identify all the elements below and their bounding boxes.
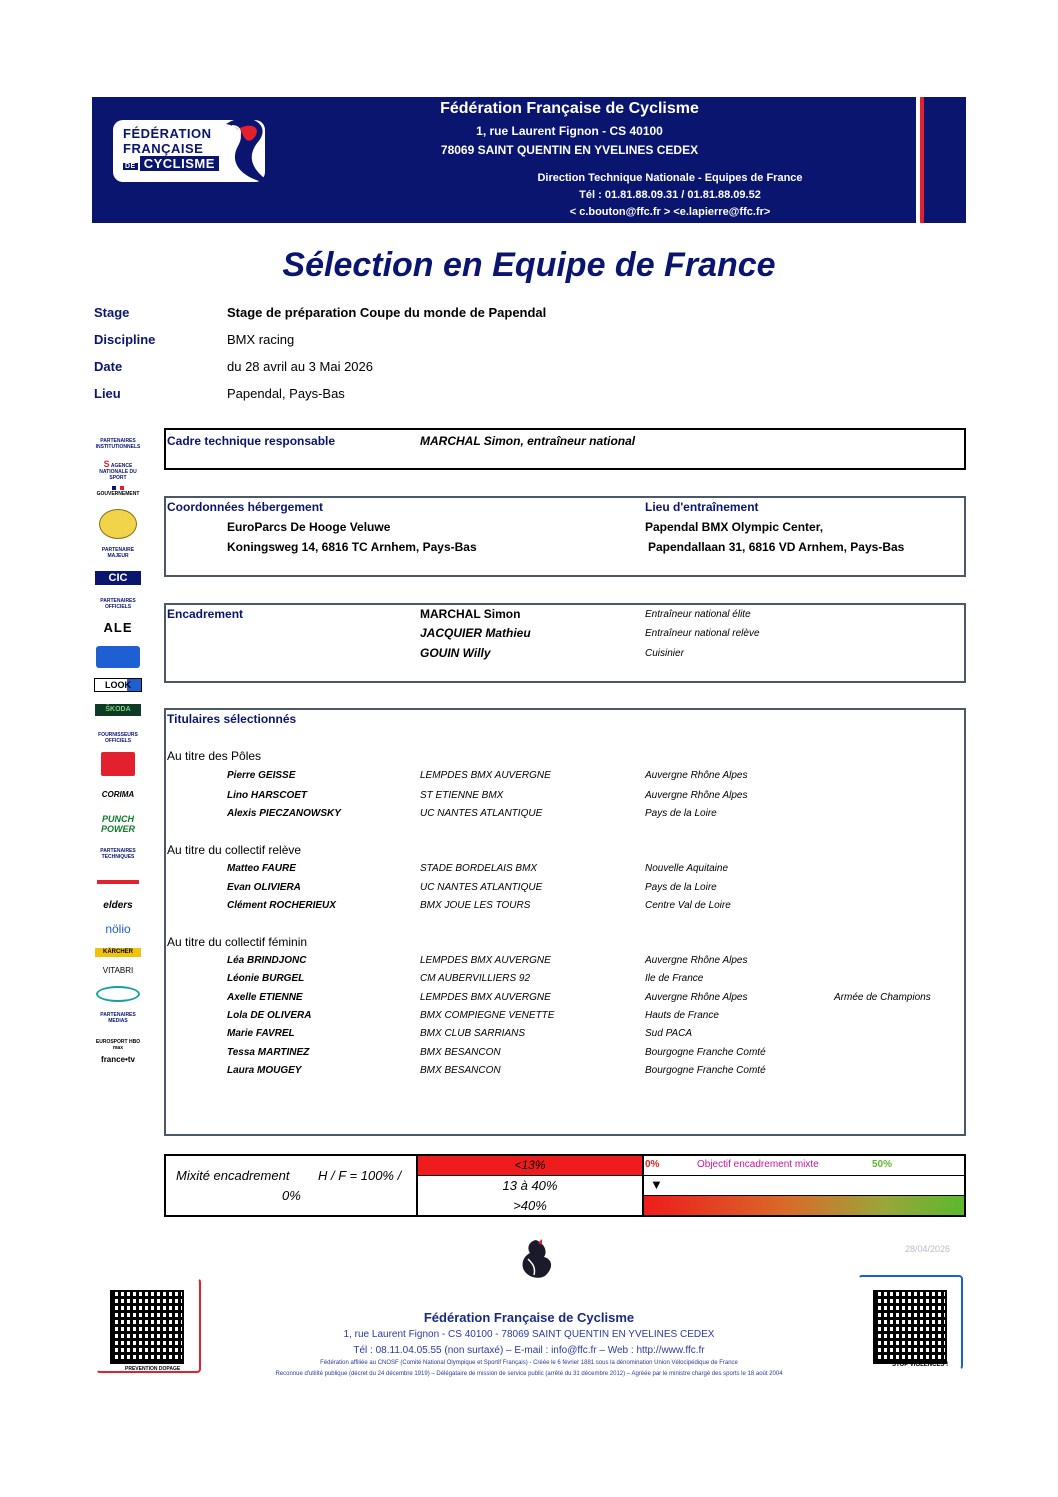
look-text: LOOK	[94, 678, 142, 692]
encadrement-box	[164, 603, 966, 683]
rider-name: Marie FAVREL	[227, 1028, 295, 1039]
rider-region: Bourgogne Franche Comté	[645, 1047, 766, 1058]
hebergement-line-1: EuroParcs De Hooge Veluwe	[227, 520, 391, 534]
lieu-label: Lieu	[94, 386, 121, 401]
rider-club: ST ETIENNE BMX	[420, 790, 504, 801]
header-emails: < c.bouton@ffc.fr > <e.lapierre@ffc.fr>	[569, 206, 771, 218]
mixite-scale-2: 13 à 40%	[502, 1178, 558, 1193]
footer-legal-1: Fédération affiliée au CNOSF (Comité National Olympique et Sportif Français) - Créée le 6 février 1881 sous la dénomination Union Vélocipédique de France	[320, 1360, 738, 1366]
logo-line-3: CYCLISME	[140, 156, 219, 171]
titulaires-label: Titulaires sélectionnés	[167, 712, 297, 726]
header-direction: Direction Technique Nationale - Equipes de France	[537, 172, 803, 184]
cb-logo	[92, 646, 144, 668]
rider-club: BMX COMPIEGNE VENETTE	[420, 1010, 555, 1021]
encadrement-name-2: JACQUIER Mathieu	[420, 626, 531, 640]
rider-region: Auvergne Rhône Alpes	[645, 992, 748, 1003]
qr-right-caption: STOP VIOLENCES !	[892, 1362, 949, 1368]
mixite-ratio: H / F = 100% /	[318, 1168, 402, 1183]
group-title-feminin: Au titre du collectif féminin	[167, 935, 308, 949]
caption-officiels: PARTENAIRES OFFICIELS	[100, 598, 136, 610]
caption-medias: PARTENAIRES MEDIAS	[100, 1012, 136, 1024]
corima-logo: CORIMA	[101, 790, 135, 799]
rider-club: UC NANTES ATLANTIQUE	[420, 808, 543, 819]
cic-logo	[92, 571, 144, 585]
tour-emblem-logo	[92, 509, 144, 539]
look-logo	[92, 678, 144, 692]
gouvernement-text: GOUVERNEMENT	[96, 491, 140, 497]
header-address-1: 1, rue Laurent Fignon - CS 40100	[476, 124, 663, 138]
hebergement-line-2: Koningsweg 14, 6816 TC Arnhem, Pays-Bas	[227, 540, 477, 554]
rider-club: BMX CLUB SARRIANS	[420, 1028, 526, 1039]
logo-line-2: FRANÇAISE	[123, 141, 204, 156]
rider-name: Clément ROCHERIEUX	[227, 900, 336, 911]
footer-date: 28/04/2026	[905, 1244, 951, 1254]
stage-label: Stage	[94, 305, 130, 320]
logo-de: DE	[125, 163, 136, 170]
rider-region: Ile de France	[645, 973, 704, 984]
qr-left-frame	[96, 1278, 201, 1373]
rider-name: Laura MOUGEY	[227, 1065, 302, 1076]
rider-region: Centre Val de Loire	[645, 900, 731, 911]
mixite-scale-1: <13%	[514, 1158, 546, 1172]
flag-icon	[112, 486, 124, 490]
eurosport-logo	[92, 1039, 144, 1051]
francetv-logo: france•tv	[101, 1055, 135, 1064]
rider-region: Auvergne Rhône Alpes	[645, 790, 748, 801]
page-title: Sélection en Equipe de France	[282, 246, 776, 284]
rider-club: CM AUBERVILLIERS 92	[420, 973, 531, 984]
logo-line-1: FÉDÉRATION	[123, 126, 212, 141]
mixite-gradient-bar	[644, 1196, 964, 1215]
footer-address: 1, rue Laurent Fignon - CS 40100 - 78069 SAINT QUENTIN EN YVELINES CEDEX	[343, 1329, 715, 1340]
group-title-poles: Au titre des Pôles	[167, 749, 262, 763]
encadrement-name-1: MARCHAL Simon	[420, 607, 521, 621]
mixite-ratio-2: 0%	[282, 1188, 301, 1203]
entrainement-line-2: Papendallaan 31, 6816 VD Arnhem, Pays-Bas	[648, 540, 905, 554]
mixite-scale-3: >40%	[513, 1198, 547, 1213]
lieu-value: Papendal, Pays-Bas	[227, 386, 345, 401]
rider-club: LEMPDES BMX AUVERGNE	[420, 955, 551, 966]
encadrement-role-1: Entraîneur national élite	[645, 609, 751, 620]
rider-name: Pierre GEISSE	[227, 770, 296, 781]
rider-club: BMX BESANCON	[420, 1065, 501, 1076]
nolio-logo: nölio	[105, 922, 131, 936]
rider-region: Pays de la Loire	[645, 882, 717, 893]
stage-value: Stage de préparation Coupe du monde de Papendal	[227, 305, 547, 320]
mixite-hline-1	[418, 1175, 964, 1176]
fournisseur-logo	[92, 752, 144, 776]
rider-name: Tessa MARTINEZ	[227, 1047, 310, 1058]
rider-region: Pays de la Loire	[645, 808, 717, 819]
rider-club: LEMPDES BMX AUVERGNE	[420, 992, 551, 1003]
qr-left-caption: PREVENTION DOPAGE	[125, 1366, 181, 1372]
rider-name: Evan OLIVIERA	[227, 882, 301, 893]
caption-fournisseurs: FOURNISSEURS OFFICIELS	[98, 732, 138, 744]
rider-region: Auvergne Rhône Alpes	[645, 770, 748, 781]
cadre-label: Cadre technique responsable	[167, 434, 336, 448]
footer-legal-2: Reconnue d'utilité publique (décret du 24 décembre 1919) – Délégataire de mission de service public (arrêté du 31 décembre 2012) – Agréée par le ministre chargé des sports le 18 août 2004	[275, 1371, 783, 1377]
group-title-releve: Au titre du collectif relève	[167, 843, 302, 857]
encadrement-name-3: GOUIN Willy	[420, 646, 491, 660]
karcher-logo	[92, 948, 144, 957]
red-stripe-icon	[97, 880, 139, 884]
rider-name: Léonie BURGEL	[227, 973, 305, 984]
punch-logo: PUNCH POWER	[100, 814, 135, 834]
agence-icon: S	[103, 459, 110, 469]
caption-techniques: PARTENAIRES TECHNIQUES	[100, 848, 136, 860]
footer-org: Fédération Française de Cyclisme	[423, 1310, 635, 1325]
cb-icon	[96, 646, 140, 668]
elders-logo: elders	[103, 900, 133, 911]
skoda-logo	[92, 704, 144, 716]
encadrement-label: Encadrement	[167, 607, 244, 621]
rider-region: Bourgogne Franche Comté	[645, 1065, 766, 1076]
rider-name: Alexis PIECZANOWSKY	[227, 808, 341, 819]
rider-region: Hauts de France	[645, 1010, 719, 1021]
rider-club: BMX JOUE LES TOURS	[420, 900, 531, 911]
header-org: Fédération Française de Cyclisme	[440, 100, 699, 117]
rider-name: Lino HARSCOET	[227, 790, 307, 801]
agence-sport-logo	[92, 461, 144, 481]
mixite-objective: Objectif encadrement mixte	[697, 1159, 819, 1170]
rider-club: STADE BORDELAIS BMX	[420, 863, 538, 874]
cic-text: CIC	[95, 571, 141, 585]
rider-club: UC NANTES ATLANTIQUE	[420, 882, 543, 893]
eurosport-text: EUROSPORT	[95, 1039, 128, 1045]
fournisseur-icon	[101, 752, 135, 776]
entrainement-line-1: Papendal BMX Olympic Center,	[645, 520, 824, 534]
rider-name: Axelle ETIENNE	[227, 992, 303, 1003]
teal-icon	[96, 986, 140, 1002]
rider-club: BMX BESANCON	[420, 1047, 501, 1058]
emblem-icon	[99, 509, 137, 539]
red-stripe-logo	[92, 880, 144, 884]
mixite-min: 0%	[645, 1159, 660, 1170]
skoda-text: ŠKODA	[95, 704, 141, 716]
entrainement-label: Lieu d'entraînement	[645, 500, 759, 514]
rider-region: Sud PACA	[645, 1028, 693, 1039]
mixite-marker-icon: ▼	[650, 1177, 663, 1192]
encadrement-role-2: Entraîneur national relève	[645, 628, 760, 639]
footer-contact: Tél : 08.11.04.05.55 (non surtaxé) – E-mail : info@ffc.fr – Web : http://www.ffc.fr	[353, 1345, 705, 1356]
caption-institutionnels: PARTENAIRES INSTITUTIONNELS	[95, 438, 141, 450]
ale-logo: ALE	[103, 620, 133, 635]
rider-region: Auvergne Rhône Alpes	[645, 955, 748, 966]
karcher-text: KÄRCHER	[95, 948, 141, 957]
mixite-label: Mixité encadrement	[176, 1168, 290, 1183]
rider-region: Nouvelle Aquitaine	[645, 863, 729, 874]
date-value: du 28 avril au 3 Mai 2026	[227, 359, 373, 374]
rider-name: Lola DE OLIVERA	[227, 1010, 312, 1021]
header-address-2: 78069 SAINT QUENTIN EN YVELINES CEDEX	[440, 143, 699, 157]
rider-name: Léa BRINDJONC	[227, 955, 307, 966]
cadre-value: MARCHAL Simon, entraîneur national	[420, 434, 636, 448]
rider-name: Matteo FAURE	[227, 863, 296, 874]
caption-majeur: PARTENAIRE MAJEUR	[101, 547, 135, 559]
discipline-value: BMX racing	[227, 332, 295, 347]
date-label: Date	[94, 359, 123, 374]
discipline-label: Discipline	[94, 332, 156, 347]
encadrement-role-3: Cuisinier	[645, 648, 684, 659]
mixite-max: 50%	[872, 1159, 893, 1170]
rider-note: Armée de Champions	[834, 992, 931, 1003]
vitabri-logo: VITABRI	[102, 966, 134, 975]
header-tel: Tél : 01.81.88.09.31 / 01.81.88.09.52	[579, 189, 761, 201]
gouvernement-logo	[92, 486, 144, 497]
agence-text: AGENCE NATIONALE DU SPORT	[99, 463, 137, 481]
hbo-text: HBO max	[112, 1039, 141, 1051]
hebergement-label: Coordonnées hébergement	[167, 500, 324, 514]
rider-club: LEMPDES BMX AUVERGNE	[420, 770, 551, 781]
teal-logo	[92, 986, 144, 1002]
rooster-icon	[514, 1237, 558, 1281]
